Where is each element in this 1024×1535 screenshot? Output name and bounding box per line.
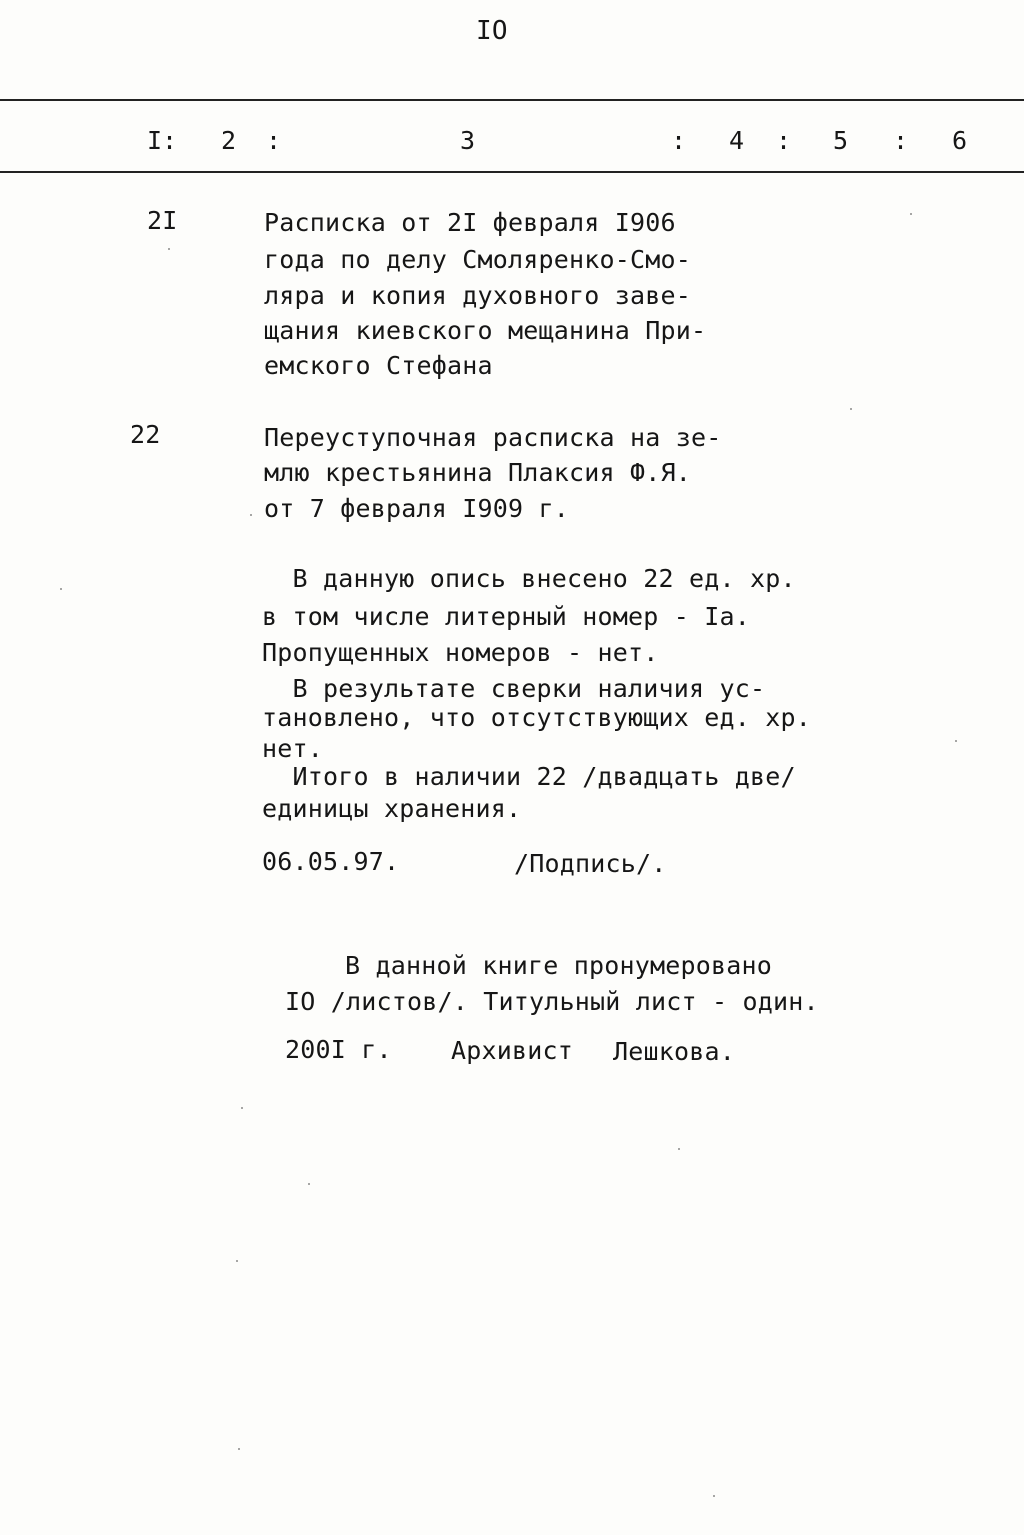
column-separator: : [893, 126, 909, 155]
certification-line: IO /листов/. Титульный лист - один. [285, 987, 819, 1016]
entry-description-line: года по делу Смоляренко-Смо- [264, 245, 692, 274]
summary-line: единицы хранения. [262, 794, 522, 823]
scan-speck [678, 1148, 680, 1150]
entry-description-line: Переуступочная расписка на зе- [264, 423, 722, 452]
certification-line: В данной книге пронумеровано [345, 951, 773, 980]
summary-date: 06.05.97. [262, 847, 400, 876]
summary-line: Пропущенных номеров - нет. [262, 638, 659, 667]
column-separator: : [671, 126, 687, 155]
scan-speck [910, 213, 912, 215]
scan-speck [713, 1495, 715, 1497]
scan-speck [308, 1183, 310, 1185]
entry-description-line: от 7 февраля I909 г. [264, 494, 570, 523]
entry-number: 2I [147, 206, 178, 235]
entry-description-line: Расписка от 2I февраля I906 [264, 208, 676, 237]
scan-speck [850, 408, 852, 410]
column-separator: : [776, 126, 792, 155]
column-3-label: 3 [460, 126, 476, 155]
scan-speck [60, 588, 62, 590]
entry-description-line: ляра и копия духовного заве- [264, 281, 692, 310]
scan-speck [241, 1107, 243, 1109]
summary-line: в том числе литерный номер - Iа. [262, 602, 751, 631]
entry-description-line: млю крестьянина Плаксия Ф.Я. [264, 458, 692, 487]
column-4-label: 4 [729, 126, 745, 155]
summary-line: В данную опись внесено 22 ед. хр. [262, 564, 796, 593]
summary-line: нет. [262, 734, 324, 763]
column-5-label: 5 [833, 126, 849, 155]
column-separator: : [266, 126, 282, 155]
column-1-label: I: [147, 126, 178, 155]
summary-line: В результате сверки наличия ус- [262, 674, 766, 703]
header-bottom-rule [0, 171, 1024, 173]
entry-description-line: щания киевского мещанина При- [264, 316, 707, 345]
column-6-label: 6 [952, 126, 968, 155]
scan-speck [236, 1260, 238, 1262]
certification-year: 200I г. [285, 1035, 392, 1064]
header-top-rule [0, 99, 1024, 101]
entry-number: 22 [130, 420, 161, 449]
scan-speck [168, 248, 170, 250]
summary-line: тановлено, что отсутствующих ед. хр. [262, 703, 812, 732]
scan-speck [955, 740, 957, 742]
summary-line: Итого в наличии 22 /двадцать две/ [262, 762, 796, 791]
scan-speck [250, 514, 252, 516]
summary-signature: /Подпись/. [514, 849, 667, 878]
entry-description-line: емского Стефана [264, 351, 493, 380]
column-2-label: 2 [221, 126, 237, 155]
archivist-name: Лешкова. [613, 1037, 736, 1066]
scan-speck [238, 1448, 240, 1450]
page-number: IO [476, 16, 508, 46]
archivist-title: Архивист [451, 1036, 574, 1065]
